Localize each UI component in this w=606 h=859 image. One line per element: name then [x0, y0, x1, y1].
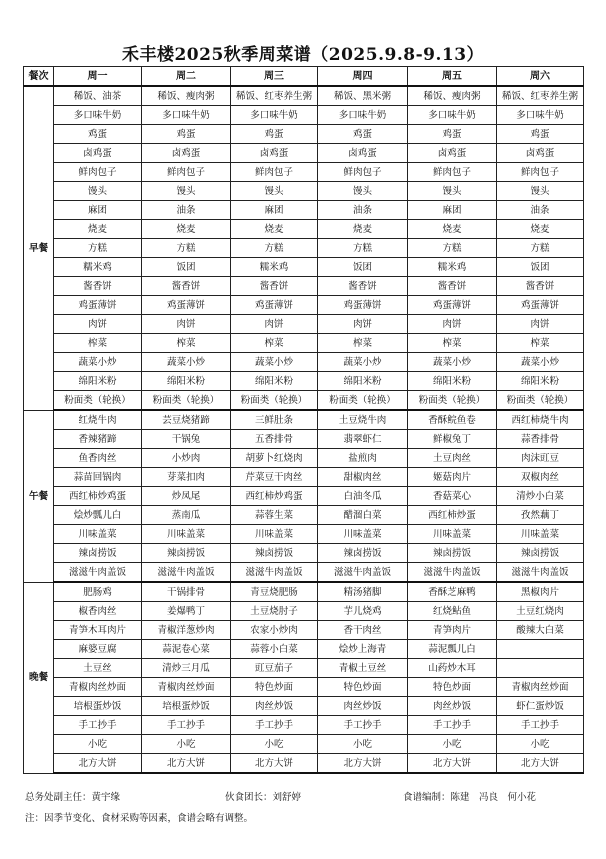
table-row [24, 353, 584, 372]
dish-cell: 榨菜 [231, 334, 318, 353]
dish-cell: 特色炒面 [231, 678, 318, 697]
day-header: 周二 [142, 67, 231, 87]
table-row [24, 754, 584, 774]
dish-cell: 滋滋牛肉盖饭 [408, 563, 497, 583]
header-row [24, 67, 584, 87]
dish-cell: 土豆丝 [54, 659, 142, 678]
dish-cell: 甜椒肉丝 [318, 468, 408, 487]
dish-cell: 北方大饼 [142, 754, 231, 774]
dish-cell: 多口味牛奶 [142, 106, 231, 125]
dish-cell: 蔬菜小炒 [142, 353, 231, 372]
dish-cell: 盐煎肉 [318, 449, 408, 468]
dish-cell: 稀饭、红枣养生粥 [231, 86, 318, 106]
dish-cell: 蔬菜小炒 [231, 353, 318, 372]
dish-cell: 小吃 [408, 735, 497, 754]
dish-cell: 香辣猪蹄 [54, 430, 142, 449]
dish-cell: 鸡蛋 [408, 125, 497, 144]
dish-cell: 川味盖菜 [497, 525, 584, 544]
dish-cell: 鸡蛋 [54, 125, 142, 144]
dish-cell: 油条 [497, 201, 584, 220]
table-row [24, 506, 584, 525]
dish-cell: 粉面类（轮换） [497, 391, 584, 411]
dish-cell: 烩炒上海青 [318, 640, 408, 659]
table-row [24, 125, 584, 144]
dish-cell: 干锅排骨 [142, 582, 231, 602]
table-row [24, 697, 584, 716]
dish-cell: 川味盖菜 [142, 525, 231, 544]
dish-cell: 蔬菜小炒 [318, 353, 408, 372]
dish-cell: 烩炒瓢儿白 [54, 506, 142, 525]
dish-cell: 小炒肉 [142, 449, 231, 468]
dish-cell: 滋滋牛肉盖饭 [54, 563, 142, 583]
dish-cell: 卤鸡蛋 [231, 144, 318, 163]
dish-cell: 鸡蛋薄饼 [318, 296, 408, 315]
dish-cell: 榨菜 [408, 334, 497, 353]
dish-cell: 辣卤捞饭 [497, 544, 584, 563]
dish-cell: 黑椒肉片 [497, 582, 584, 602]
day-header: 周三 [231, 67, 318, 87]
dish-cell: 蒜香排骨 [497, 430, 584, 449]
dish-cell: 馒头 [318, 182, 408, 201]
dish-cell: 手工抄手 [231, 716, 318, 735]
dish-cell: 芸豆烧猪蹄 [142, 410, 231, 430]
dish-cell: 手工抄手 [54, 716, 142, 735]
table-row [24, 410, 584, 430]
menu-body [24, 86, 584, 773]
table-row [24, 735, 584, 754]
dish-cell: 稀饭、瘦肉粥 [408, 86, 497, 106]
dish-cell: 馒头 [408, 182, 497, 201]
dish-cell: 肉丝炒饭 [408, 697, 497, 716]
table-row [24, 106, 584, 125]
dish-cell: 麻婆豆腐 [54, 640, 142, 659]
dish-cell: 川味盖菜 [231, 525, 318, 544]
table-row [24, 678, 584, 697]
dish-cell: 醋溜白菜 [318, 506, 408, 525]
dish-cell: 多口味牛奶 [497, 106, 584, 125]
dish-cell: 香菇菜心 [408, 487, 497, 506]
dish-cell: 肉丝炒饭 [231, 697, 318, 716]
meal-label: 午餐 [24, 410, 54, 582]
dish-cell: 卤鸡蛋 [408, 144, 497, 163]
dish-cell: 酱香饼 [54, 277, 142, 296]
dish-cell: 土豆烧牛肉 [318, 410, 408, 430]
dish-cell: 北方大饼 [231, 754, 318, 774]
dish-cell: 虾仁蛋炒饭 [497, 697, 584, 716]
dish-cell: 鲜肉包子 [54, 163, 142, 182]
dish-cell: 胡萝卜红烧肉 [231, 449, 318, 468]
dish-cell: 饭团 [142, 258, 231, 277]
dish-cell: 蒜蓉小白菜 [231, 640, 318, 659]
dish-cell: 西红柿炒鸡蛋 [231, 487, 318, 506]
dish-cell: 粉面类（轮换） [318, 391, 408, 411]
dish-cell: 孜然藕丁 [497, 506, 584, 525]
dish-cell: 特色炒面 [408, 678, 497, 697]
table-row [24, 544, 584, 563]
dish-cell: 香酥鲩鱼卷 [408, 410, 497, 430]
dish-cell: 辣卤捞饭 [408, 544, 497, 563]
dish-cell: 肉饼 [142, 315, 231, 334]
dish-cell: 青椒肉丝炒面 [142, 678, 231, 697]
dish-cell: 肉饼 [318, 315, 408, 334]
dish-cell: 稀饭、黑米粥 [318, 86, 408, 106]
table-row [24, 525, 584, 544]
dish-cell: 小吃 [142, 735, 231, 754]
dish-cell: 炒凤尾 [142, 487, 231, 506]
dish-cell: 卤鸡蛋 [497, 144, 584, 163]
table-row [24, 258, 584, 277]
dish-cell: 西红柿炒蛋 [408, 506, 497, 525]
dish-cell: 西红柿炒鸡蛋 [54, 487, 142, 506]
dish-cell: 鸡蛋薄饼 [142, 296, 231, 315]
dish-cell: 翡翠虾仁 [318, 430, 408, 449]
dish-cell: 鸡蛋 [318, 125, 408, 144]
dish-cell: 红烧鲇鱼 [408, 602, 497, 621]
table-row [24, 602, 584, 621]
dish-cell: 芽菜扣肉 [142, 468, 231, 487]
page-title: 禾丰楼2025秋季周菜谱（2025.9.8-9.13） [121, 45, 485, 65]
dish-cell: 青椒肉丝炒面 [54, 678, 142, 697]
dish-cell: 清炒小白菜 [497, 487, 584, 506]
dish-cell: 小吃 [497, 735, 584, 754]
dish-cell: 榨菜 [497, 334, 584, 353]
dish-cell: 青椒洋葱炒肉 [142, 621, 231, 640]
dish-cell: 多口味牛奶 [231, 106, 318, 125]
dish-cell: 榨菜 [142, 334, 231, 353]
dish-cell: 卤鸡蛋 [54, 144, 142, 163]
dish-cell: 肉饼 [497, 315, 584, 334]
dish-cell: 方糕 [142, 239, 231, 258]
day-header: 周一 [54, 67, 142, 87]
dish-cell: 西红柿烧牛肉 [497, 410, 584, 430]
dish-cell: 肉沫豇豆 [497, 449, 584, 468]
dish-cell: 蒜蓉生菜 [231, 506, 318, 525]
table-row [24, 86, 584, 106]
dish-cell: 手工抄手 [142, 716, 231, 735]
dish-cell: 辣卤捞饭 [231, 544, 318, 563]
dish-cell: 粉面类（轮换） [142, 391, 231, 411]
dish-cell: 多口味牛奶 [54, 106, 142, 125]
dish-cell: 糯米鸡 [408, 258, 497, 277]
dish-cell: 稀饭、瘦肉粥 [142, 86, 231, 106]
dish-cell: 绵阳米粉 [408, 372, 497, 391]
dish-cell: 馒头 [497, 182, 584, 201]
dish-cell: 馒头 [142, 182, 231, 201]
dish-cell: 粉面类（轮换） [231, 391, 318, 411]
dish-cell: 卤鸡蛋 [142, 144, 231, 163]
dish-cell: 山药炒木耳 [408, 659, 497, 678]
dish-cell: 香干肉丝 [318, 621, 408, 640]
meal-label: 晚餐 [24, 582, 54, 773]
dish-cell: 馒头 [54, 182, 142, 201]
dish-cell: 青椒土豆丝 [318, 659, 408, 678]
dish-cell: 榨菜 [54, 334, 142, 353]
dish-cell: 三鲜肚条 [231, 410, 318, 430]
dish-cell: 姜爆鸭丁 [142, 602, 231, 621]
dish-cell: 鸡蛋薄饼 [497, 296, 584, 315]
meal-column-header: 餐次 [24, 67, 54, 87]
dish-cell: 北方大饼 [497, 754, 584, 774]
dish-cell: 糯米鸡 [54, 258, 142, 277]
dish-cell: 特色炒面 [318, 678, 408, 697]
dish-cell [497, 659, 584, 678]
dish-cell: 鸡蛋 [497, 125, 584, 144]
table-row [24, 582, 584, 602]
staff-footer [25, 789, 600, 803]
dish-cell: 肉饼 [54, 315, 142, 334]
dish-cell: 川味盖菜 [318, 525, 408, 544]
dish-cell: 鸡蛋 [142, 125, 231, 144]
table-row [24, 621, 584, 640]
dish-cell: 白油冬瓜 [318, 487, 408, 506]
dish-cell: 麻团 [231, 201, 318, 220]
dish-cell: 酱香饼 [408, 277, 497, 296]
dish-cell: 多口味牛奶 [408, 106, 497, 125]
dish-cell: 方糕 [54, 239, 142, 258]
dish-cell: 麻团 [408, 201, 497, 220]
dish-cell: 鲜椒兔丁 [408, 430, 497, 449]
day-header: 周四 [318, 67, 408, 87]
table-row [24, 334, 584, 353]
dish-cell: 精汤猪脚 [318, 582, 408, 602]
dish-cell: 蔬菜小炒 [497, 353, 584, 372]
dish-cell: 鸡蛋薄饼 [54, 296, 142, 315]
dish-cell: 蒜苗回锅肉 [54, 468, 142, 487]
table-row [24, 563, 584, 583]
dish-cell: 粉面类（轮换） [408, 391, 497, 411]
dish-cell: 烧麦 [318, 220, 408, 239]
dish-cell: 方糕 [497, 239, 584, 258]
table-row [24, 315, 584, 334]
dish-cell: 绵阳米粉 [318, 372, 408, 391]
dish-cell: 辣卤捞饭 [142, 544, 231, 563]
table-row [24, 391, 584, 411]
dish-cell: 农家小炒肉 [231, 621, 318, 640]
table-row [24, 220, 584, 239]
table-row [24, 449, 584, 468]
dish-cell: 蒜泥卷心菜 [142, 640, 231, 659]
dish-cell: 烧麦 [231, 220, 318, 239]
dish-cell: 青豆烧肥肠 [231, 582, 318, 602]
dish-cell: 肉饼 [231, 315, 318, 334]
dish-cell: 滋滋牛肉盖饭 [231, 563, 318, 583]
dish-cell: 肥肠鸡 [54, 582, 142, 602]
dish-cell: 卤鸡蛋 [318, 144, 408, 163]
dish-cell: 绵阳米粉 [497, 372, 584, 391]
dish-cell: 北方大饼 [408, 754, 497, 774]
dish-cell: 肉丝炒饭 [318, 697, 408, 716]
dish-cell: 烧麦 [142, 220, 231, 239]
dish-cell: 酱香饼 [318, 277, 408, 296]
dish-cell: 稀饭、油茶 [54, 86, 142, 106]
dish-cell: 蔬菜小炒 [408, 353, 497, 372]
dish-cell: 辣卤捞饭 [318, 544, 408, 563]
editors-credit: 食谱编制：陈建 冯良 何小花 [403, 792, 537, 803]
dish-cell: 榨菜 [318, 334, 408, 353]
dish-cell: 辣卤捞饭 [54, 544, 142, 563]
table-row [24, 239, 584, 258]
dish-cell: 香酥芝麻鸭 [408, 582, 497, 602]
adjustment-note: 注：因季节变化、食材采购等因素，食谱会略有调整。 [25, 813, 254, 824]
dish-cell: 方糕 [408, 239, 497, 258]
table-row [24, 144, 584, 163]
dish-cell: 青笋肉片 [408, 621, 497, 640]
director-credit: 总务处副主任：黄宇缘 [25, 792, 121, 803]
dish-cell: 土豆烧肘子 [231, 602, 318, 621]
dish-cell: 小吃 [231, 735, 318, 754]
dish-cell: 滋滋牛肉盖饭 [142, 563, 231, 583]
dish-cell: 干锅兔 [142, 430, 231, 449]
dish-cell: 清炒三月瓜 [142, 659, 231, 678]
dish-cell: 五香排骨 [231, 430, 318, 449]
dish-cell: 鲜肉包子 [497, 163, 584, 182]
dish-cell: 蔬菜小炒 [54, 353, 142, 372]
dish-cell: 鸡蛋薄饼 [408, 296, 497, 315]
dish-cell: 椒香肉丝 [54, 602, 142, 621]
dish-cell: 烧麦 [54, 220, 142, 239]
dish-cell: 油条 [318, 201, 408, 220]
dish-cell: 多口味牛奶 [318, 106, 408, 125]
dish-cell: 青椒肉丝炒面 [497, 678, 584, 697]
dish-cell: 手工抄手 [318, 716, 408, 735]
dish-cell: 鱼香肉丝 [54, 449, 142, 468]
dish-cell: 鸡蛋薄饼 [231, 296, 318, 315]
dish-cell: 酱香饼 [497, 277, 584, 296]
dish-cell: 鲜肉包子 [318, 163, 408, 182]
dish-cell: 烧麦 [408, 220, 497, 239]
dish-cell: 绵阳米粉 [231, 372, 318, 391]
dish-cell: 酸辣大白菜 [497, 621, 584, 640]
day-header: 周五 [408, 67, 497, 87]
table-row [24, 468, 584, 487]
dish-cell: 烧麦 [497, 220, 584, 239]
dish-cell: 方糕 [318, 239, 408, 258]
dish-cell: 川味盖菜 [54, 525, 142, 544]
day-header: 周六 [497, 67, 584, 87]
dish-cell: 培根蛋炒饭 [142, 697, 231, 716]
dish-cell: 绵阳米粉 [54, 372, 142, 391]
dish-cell: 糯米鸡 [231, 258, 318, 277]
dish-cell: 油条 [142, 201, 231, 220]
dish-cell: 鲜肉包子 [231, 163, 318, 182]
dish-cell: 滋滋牛肉盖饭 [497, 563, 584, 583]
dish-cell: 小吃 [54, 735, 142, 754]
dish-cell: 北方大饼 [318, 754, 408, 774]
table-row [24, 163, 584, 182]
dish-cell: 蒸南瓜 [142, 506, 231, 525]
dish-cell: 酱香饼 [142, 277, 231, 296]
dish-cell: 酱香饼 [231, 277, 318, 296]
dish-cell: 粉面类（轮换） [54, 391, 142, 411]
table-row [24, 296, 584, 315]
dish-cell: 豇豆茄子 [231, 659, 318, 678]
dish-cell: 川味盖菜 [408, 525, 497, 544]
dish-cell: 鲜肉包子 [142, 163, 231, 182]
dish-cell [497, 640, 584, 659]
dish-cell: 鲜肉包子 [408, 163, 497, 182]
dish-cell: 芹菜豆干肉丝 [231, 468, 318, 487]
table-row [24, 372, 584, 391]
dish-cell: 双椒肉丝 [497, 468, 584, 487]
table-row [24, 659, 584, 678]
dish-cell: 滋滋牛肉盖饭 [318, 563, 408, 583]
dish-cell: 肉饼 [408, 315, 497, 334]
meal-label: 早餐 [24, 86, 54, 410]
dish-cell: 麻团 [54, 201, 142, 220]
table-row [24, 182, 584, 201]
dish-cell: 手工抄手 [497, 716, 584, 735]
dish-cell: 饭团 [318, 258, 408, 277]
dish-cell: 稀饭、红枣养生粥 [497, 86, 584, 106]
dish-cell: 红烧牛肉 [54, 410, 142, 430]
group-leader-credit: 伙食团长：刘舒婷 [225, 792, 302, 803]
table-row [24, 277, 584, 296]
table-row [24, 640, 584, 659]
dish-cell: 土豆红烧肉 [497, 602, 584, 621]
dish-cell: 小吃 [318, 735, 408, 754]
dish-cell: 芋儿烧鸡 [318, 602, 408, 621]
dish-cell: 蒜泥瓢儿白 [408, 640, 497, 659]
dish-cell: 培根蛋炒饭 [54, 697, 142, 716]
dish-cell: 饭团 [497, 258, 584, 277]
dish-cell: 绵阳米粉 [142, 372, 231, 391]
table-row [24, 201, 584, 220]
dish-cell: 方糕 [231, 239, 318, 258]
dish-cell: 青笋木耳肉片 [54, 621, 142, 640]
dish-cell: 馒头 [231, 182, 318, 201]
table-row [24, 487, 584, 506]
weekly-menu-table [23, 66, 584, 774]
table-row [24, 716, 584, 735]
dish-cell: 北方大饼 [54, 754, 142, 774]
table-row [24, 430, 584, 449]
dish-cell: 手工抄手 [408, 716, 497, 735]
dish-cell: 鸡蛋 [231, 125, 318, 144]
dish-cell: 土豆肉丝 [408, 449, 497, 468]
dish-cell: 姬菇肉片 [408, 468, 497, 487]
